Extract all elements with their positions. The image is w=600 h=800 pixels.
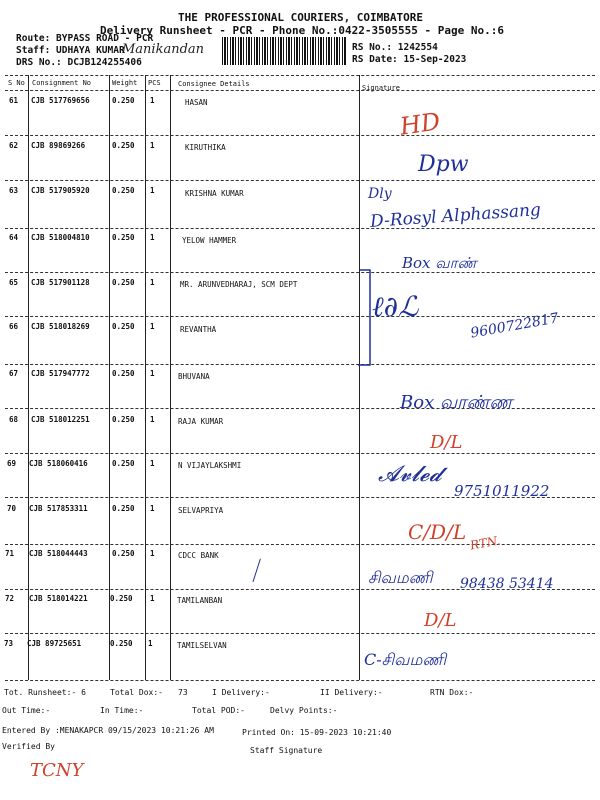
- verifier-signature: TCNY: [30, 760, 84, 781]
- row-pcs: 1: [150, 141, 155, 150]
- signature-row-70: C/D/L: [408, 520, 467, 544]
- row-pcs: 1: [150, 369, 155, 378]
- row-sno: 65: [9, 278, 19, 287]
- row-consignee: KRISHNA KUMAR: [185, 189, 244, 198]
- header-rule: [5, 90, 595, 91]
- barcode: [222, 37, 346, 65]
- row-weight: 0.250: [112, 459, 135, 468]
- signature-row-71-stroke: ⟋: [242, 557, 269, 588]
- row-weight: 0.250: [112, 96, 135, 105]
- row-consignee: MR. ARUNVEDHARAJ, SCM DEPT: [180, 280, 298, 289]
- tot-runsheet: Tot. Runsheet:- 6: [4, 688, 86, 697]
- runsheet-title: Delivery Runsheet - PCR - Phone No.:0422-3505555 - Page No.:6: [100, 24, 504, 37]
- row-consignee: N VIJAYLAKSHMI: [178, 461, 242, 470]
- row-consignment: CJB 518018269: [31, 322, 90, 331]
- rtn-dox: RTN Dox:-: [430, 688, 474, 697]
- row-consignment: CJB 517947772: [31, 369, 90, 378]
- signature-row-71-name: சிவமணி: [368, 568, 433, 587]
- row-divider: [5, 316, 595, 317]
- row-consignment: CJB 517853311: [29, 504, 88, 513]
- signature-row-67: Box வாண்ண: [400, 392, 513, 413]
- row-pcs: 1: [148, 639, 153, 648]
- row-divider: [5, 364, 595, 365]
- col-pcs: PCS: [148, 79, 161, 87]
- row-divider: [5, 272, 595, 273]
- drs-number: DRS No.: DCJB124255406: [16, 57, 142, 68]
- signature-row-72: D/L: [424, 610, 457, 631]
- row-consignee: HASAN: [185, 98, 208, 107]
- row-weight: 0.250: [110, 639, 133, 648]
- row-consignee: RAJA KUMAR: [178, 417, 224, 426]
- out-time: Out Time:-: [2, 706, 51, 715]
- row-sno: 66: [9, 322, 19, 331]
- row-consignee: YELOW HAMMER: [182, 236, 237, 245]
- row-pcs: 1: [150, 322, 155, 331]
- row-weight: 0.250: [112, 186, 135, 195]
- row-sno: 70: [7, 504, 17, 513]
- total-dox-label: Total Dox:-: [110, 688, 163, 697]
- col-consignment: Consignment No: [32, 79, 92, 87]
- rs-number: RS No.: 1242554: [352, 42, 438, 53]
- row-consignee: SELVAPRIYA: [178, 506, 224, 515]
- company-title: THE PROFESSIONAL COURIERS, COIMBATORE: [178, 11, 424, 24]
- row-consignee: KIRUTHIKA: [185, 143, 226, 152]
- row-consignee: TAMILSELVAN: [177, 641, 227, 650]
- header-rule: [5, 75, 595, 76]
- row-consignment: CJB 517901128: [31, 278, 90, 287]
- row-sno: 71: [5, 549, 15, 558]
- total-dox-value: 73: [178, 688, 188, 697]
- row-divider: [5, 228, 595, 229]
- signature-row-61: HD: [398, 107, 442, 141]
- row-divider: [5, 633, 595, 634]
- row-sno: 73: [4, 639, 14, 648]
- staff-handwritten-name: Manikandan: [122, 42, 205, 57]
- row-consignee: TAMILANBAN: [177, 596, 223, 605]
- col-signature: Signature: [362, 84, 400, 92]
- row-weight: 0.250: [112, 141, 135, 150]
- signature-row-65-66: ℓ∂ℒ: [372, 290, 419, 323]
- row-sno: 68: [9, 415, 19, 424]
- row-pcs: 1: [150, 549, 155, 558]
- row-pcs: 1: [150, 186, 155, 195]
- row-weight: 0.250: [112, 233, 135, 242]
- signature-row-71-phone: 98438 53414: [460, 576, 554, 592]
- row-consignment: CJB 518014221: [29, 594, 88, 603]
- row-pcs: 1: [150, 233, 155, 242]
- printed-on: Printed On: 15-09-2023 10:21:40: [242, 728, 392, 737]
- col-weight: Weight: [112, 79, 138, 87]
- verified-by: Verified By: [2, 742, 55, 751]
- col-details: Consignee Details: [178, 80, 250, 88]
- signature-row-68: D/L: [430, 432, 463, 453]
- row-consignment: CJB 518060416: [29, 459, 88, 468]
- row-consignee: CDCC BANK: [178, 551, 219, 560]
- row-sno: 67: [9, 369, 19, 378]
- row-divider: [5, 680, 595, 681]
- row-consignment: CJB 517905920: [31, 186, 90, 195]
- delvy-points: Delvy Points:-: [270, 706, 338, 715]
- entered-by: Entered By :MENAKAPCR 09/15/2023 10:21:26 AM: [2, 726, 214, 735]
- row-sno: 61: [9, 96, 19, 105]
- row-consignment: CJB 89725651: [27, 639, 82, 648]
- row-weight: 0.250: [112, 415, 135, 424]
- signature-row-63b: D-Rosyl Alphassang: [369, 200, 542, 232]
- row-pcs: 1: [150, 415, 155, 424]
- row-consignment: CJB 517769656: [31, 96, 90, 105]
- row-divider: [5, 544, 595, 545]
- signature-row-70-rtn: RTN.: [469, 533, 502, 553]
- row-weight: 0.250: [112, 369, 135, 378]
- staff-label: Staff: UDHAYA KUMAR: [16, 45, 125, 56]
- i-delivery: I Delivery:-: [212, 688, 270, 697]
- row-pcs: 1: [150, 504, 155, 513]
- row-pcs: 1: [150, 278, 155, 287]
- signature-row-69-scribble: 𝓐𝓿𝓵𝓮𝓭: [378, 462, 442, 487]
- row-divider: [5, 180, 595, 181]
- total-pod: Total POD:-: [192, 706, 245, 715]
- route-label: Route: BYPASS ROAD - PCR: [16, 33, 154, 44]
- row-sno: 69: [7, 459, 17, 468]
- in-time: In Time:-: [100, 706, 144, 715]
- row-consignment: CJB 518004810: [31, 233, 90, 242]
- signature-row-73: C-சிவமணி: [364, 650, 447, 669]
- row-weight: 0.250: [112, 278, 135, 287]
- row-weight: 0.250: [112, 549, 135, 558]
- bracket-mark: [340, 265, 380, 375]
- row-pcs: 1: [150, 459, 155, 468]
- row-weight: 0.250: [112, 322, 135, 331]
- row-consignment: CJB 518012251: [31, 415, 90, 424]
- row-sno: 72: [5, 594, 15, 603]
- signature-row-63a: Dly: [368, 186, 392, 202]
- row-divider: [5, 453, 595, 454]
- signature-row-62: Dpw: [418, 152, 469, 177]
- ii-delivery: II Delivery:-: [320, 688, 383, 697]
- row-pcs: 1: [150, 96, 155, 105]
- row-consignment: CJB 518044443: [29, 549, 88, 558]
- rs-date: RS Date: 15-Sep-2023: [352, 54, 467, 65]
- row-sno: 62: [9, 141, 19, 150]
- signature-row-64: Box வாண்: [402, 254, 477, 272]
- row-sno: 64: [9, 233, 19, 242]
- staff-signature: Staff Signature: [250, 746, 323, 755]
- row-consignee: REVANTHA: [180, 325, 217, 334]
- col-sno: S No: [8, 79, 25, 87]
- signature-row-69-phone: 9751011922: [454, 482, 550, 500]
- row-pcs: 1: [150, 594, 155, 603]
- row-divider: [5, 135, 595, 136]
- row-weight: 0.250: [110, 594, 133, 603]
- row-weight: 0.250: [112, 504, 135, 513]
- row-consignment: CJB 89869266: [31, 141, 86, 150]
- signature-row-66-phone: 9600722817: [469, 310, 560, 342]
- row-sno: 63: [9, 186, 19, 195]
- row-consignee: BHUVANA: [178, 372, 210, 381]
